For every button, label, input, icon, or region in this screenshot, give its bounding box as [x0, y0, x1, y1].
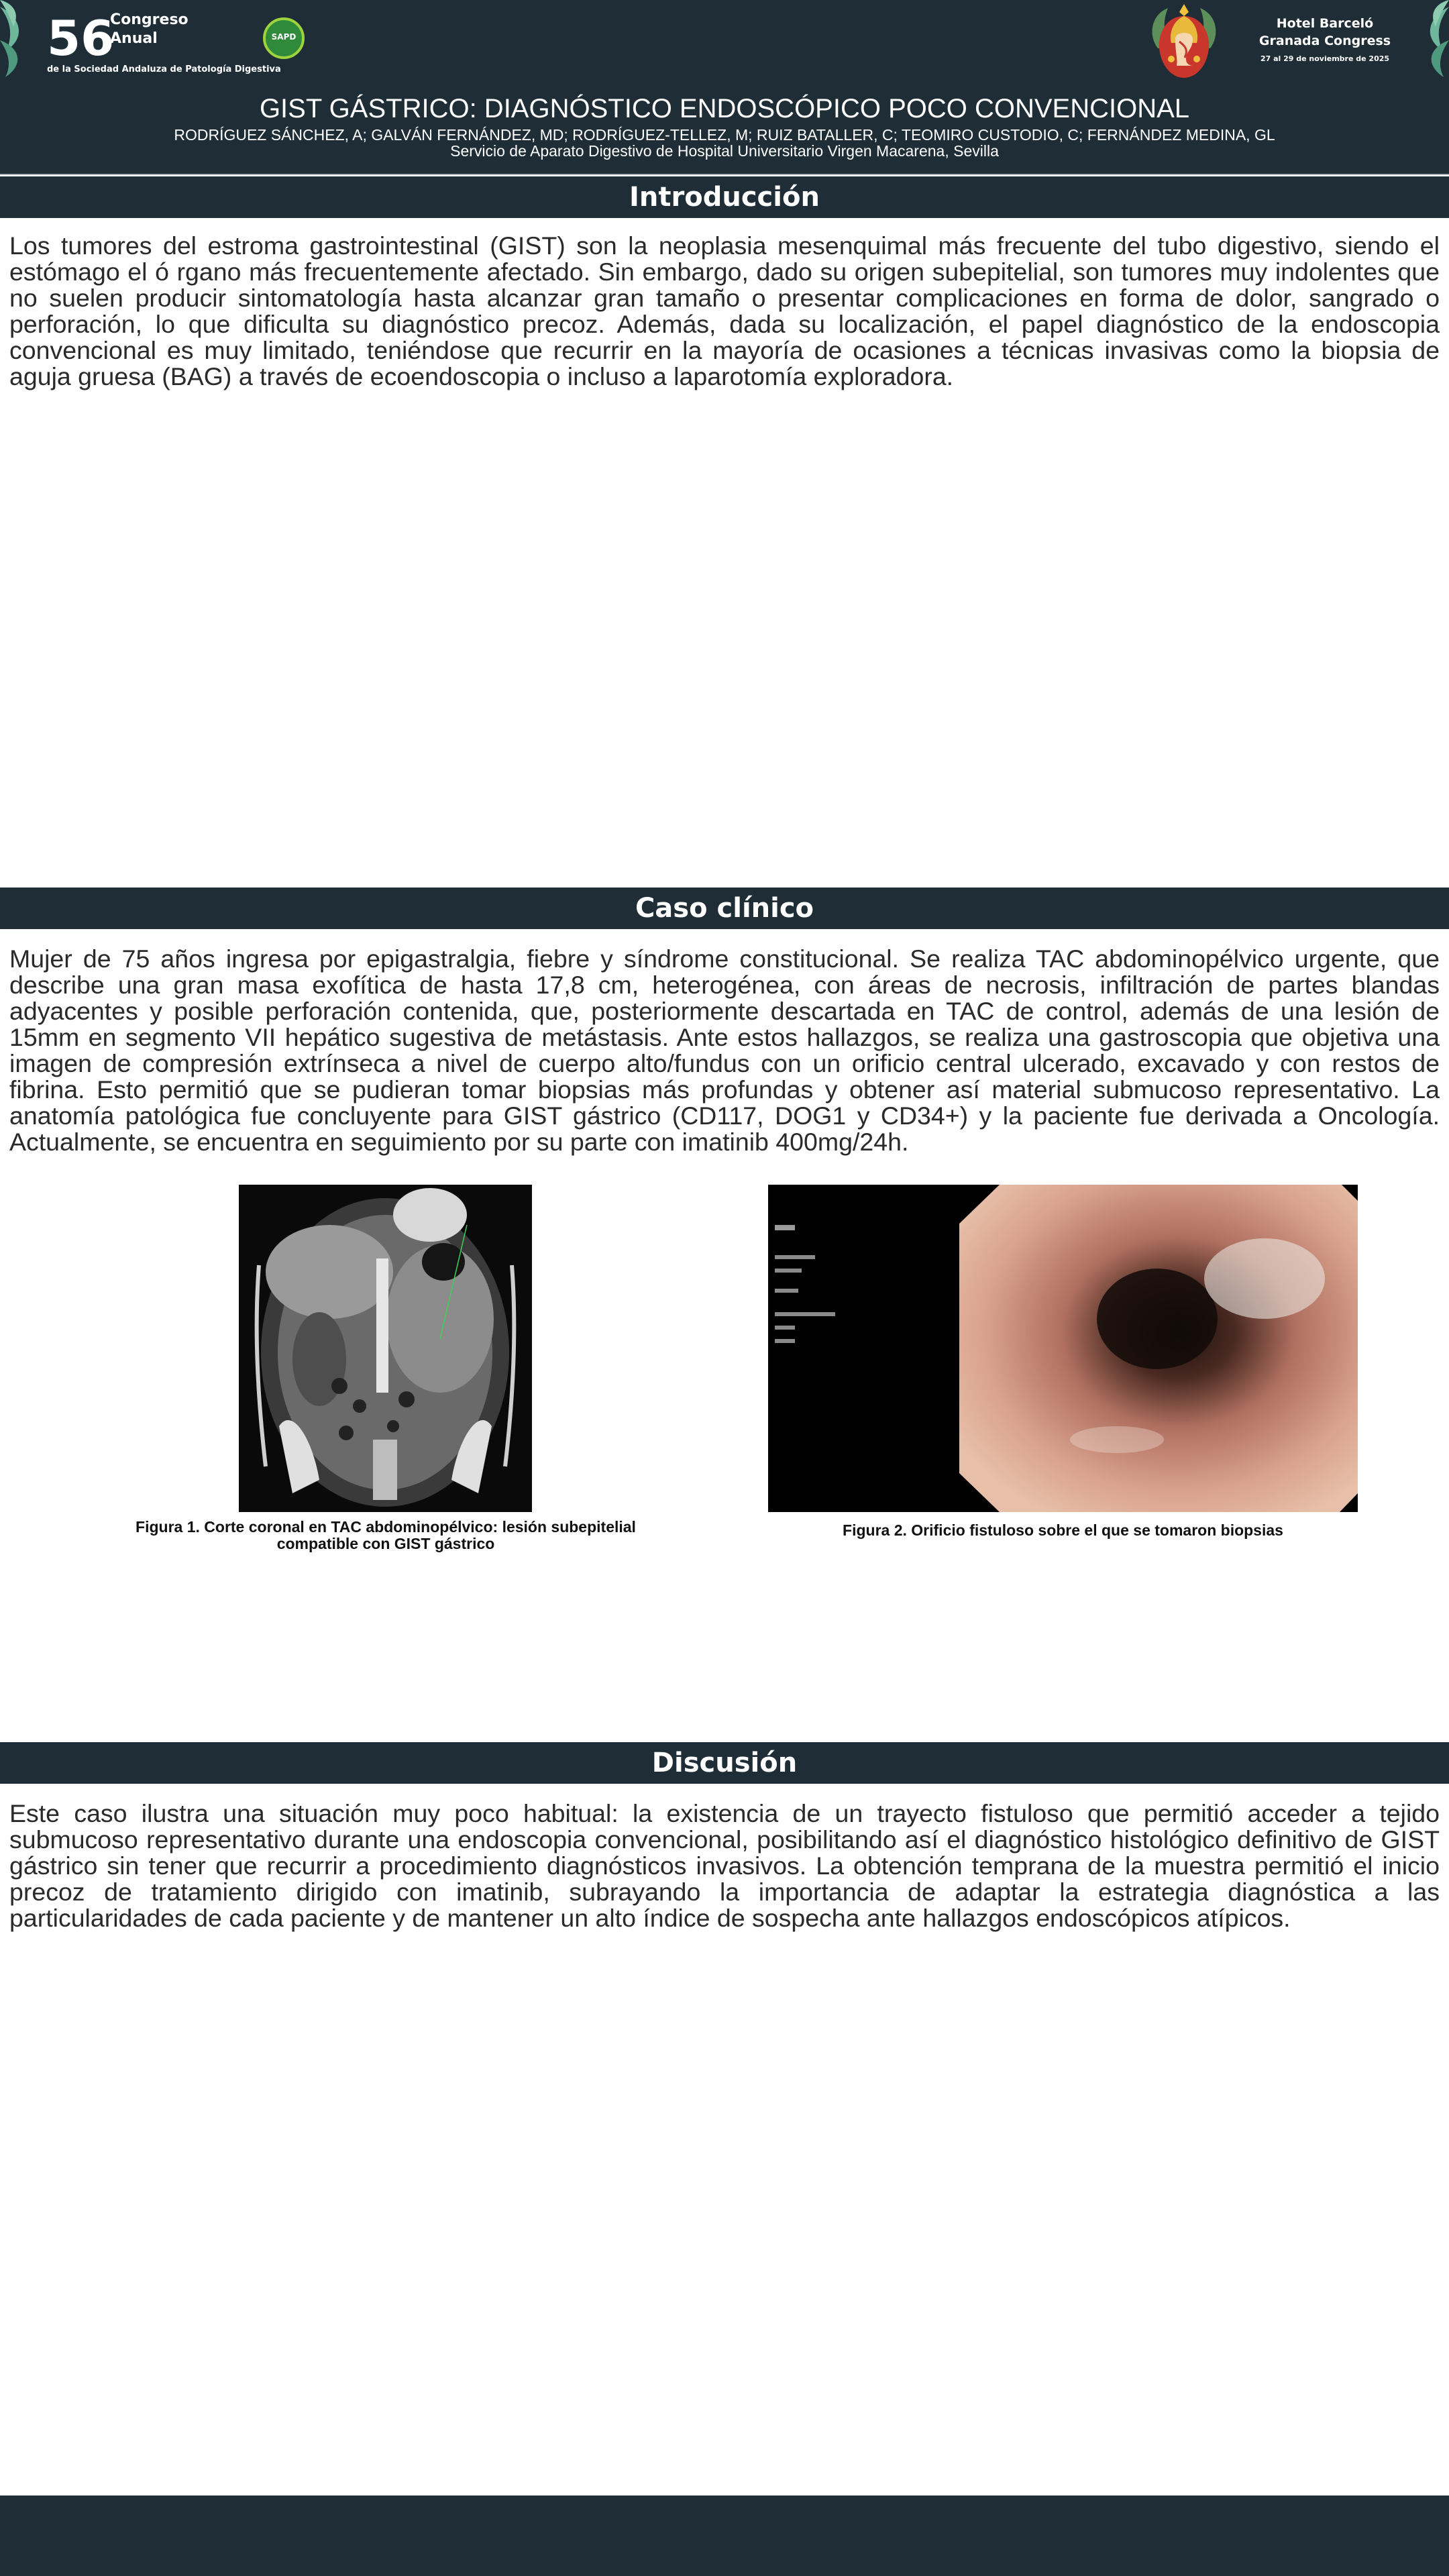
poster-authors: RODRÍGUEZ SÁNCHEZ, A; GALVÁN FERNÁNDEZ, MD; RODRÍGUEZ-TELLEZ, M; RUIZ BATALLER, C; TEOMIRO CUSTODIO, C; FERNÁNDEZ MEDINA, GL	[174, 126, 1275, 144]
venue-hotel: Hotel Barceló	[1276, 16, 1374, 31]
right-leaf-ornament	[1409, 0, 1449, 80]
case-text: Mujer de 75 años ingresa por epigastralgia, fiebre y síndrome constitucional. Se realiza TAC abdominopélvico urgente, que describe una gran masa exofítica de hasta 17,8 cm, heterogénea, con áreas de necrosis, infiltración de partes blandas adyacentes y posible perforación contenida, que, posteriormente descartada en TAC de control, además de una lesión de 15mm en segmento VII hepático sugestiva de metástasis. Ante estos hallazgos, se realiza una gastroscopia que objetiva una imagen de compresión extrínseca a nivel de cuerpo alto/fundus con un orificio central ulcerado, excavado y con restos de fibrina. Esto permitió que se pudieran tomar biopsias más profundas y obtener así material submucoso representativo. La anatomía patológica fue concluyente para GIST gástrico (CD117, DOG1 y CD34+) y la paciente fue derivada a Oncología. Actualmente, se encuentra en seguimiento por su parte con imatinib 400mg/24h.	[9, 945, 1440, 1156]
congress-brand	[47, 8, 302, 72]
figure1-caption: Figura 1. Corte coronal en TAC abdominopélvico: lesión subepitelial compatible con GIST gástrico	[136, 1518, 636, 1552]
poster-title: GIST GÁSTRICO: DIAGNÓSTICO ENDOSCÓPICO POCO CONVENCIONAL	[259, 94, 1190, 123]
intro-text: Los tumores del estroma gastrointestinal (GIST) son la neoplasia mesenquimal más frecuente del tubo digestivo, siendo el estómago el ó rgano más frecuentemente afectado. Sin embargo, dado su origen subepitelial, son tumores muy indolentes que no suelen producir sintomatología hasta alcanzar gran tamaño o presentar complicaciones en forma de dolor, sangrado o perforación, lo que dificulta su diagnóstico precoz. Además, dada su localización, el papel diagnóstico de la endoscopia convencional es muy limitado, teniéndose que recurrir en la mayoría de ocasiones a técnicas invasivas como la biopsia de aguja gruesa (BAG) a través de ecoendoscopia o incluso a laparotomía exploradora.	[9, 231, 1440, 390]
sapd-logo	[263, 17, 305, 59]
sapd-logo-text: SAPD	[271, 32, 297, 42]
ct-scan-drawing	[239, 1185, 532, 1512]
venue-dates: 27 al 29 de noviembre de 2025	[1260, 54, 1390, 63]
endoscopy-image	[768, 1185, 1358, 1512]
congress-number: 56	[47, 10, 115, 66]
figure2-caption: Figura 2. Orificio fistuloso sobre el que se tomaron biopsias	[843, 1521, 1283, 1539]
header-divider	[0, 173, 1449, 174]
granada-emblem-icon	[1144, 1, 1224, 80]
ct-scan-image	[239, 1185, 532, 1512]
poster-header	[0, 0, 1449, 173]
discussion-text: Este caso ilustra una situación muy poco habitual: la existencia de un trayecto fistuloso que permitió acceder a tejido submucoso representativo durante una endoscopia convencional, posibilitando así el diagnóstico histológico definitivo de GIST gástrico sin tener que recurrir a procedimiento diagnósticos invasivos. La obtención temprana de la muestra permitió el inicio precoz de tratamiento dirigido con imatinib, subrayando la importancia de adaptar la estrategia diagnóstica a las particularidades de cada paciente y de mantener un alto índice de sospecha ante hallazgos endoscópicos atípicos.	[9, 1799, 1440, 1932]
venue-name: Granada Congress	[1258, 34, 1391, 48]
case-heading: Caso clínico	[0, 888, 1449, 929]
intro-heading: Introducción	[0, 176, 1449, 218]
endoscopy-drawing	[768, 1185, 1358, 1512]
left-leaf-ornament	[0, 0, 40, 80]
poster-institution: Servicio de Aparato Digestivo de Hospital Universitario Virgen Macarena, Sevilla	[450, 142, 999, 160]
congress-word: Congreso	[110, 11, 189, 28]
discussion-heading: Discusión	[0, 1742, 1449, 1784]
annual-word: Anual	[110, 30, 158, 47]
poster-footer	[0, 2496, 1449, 2576]
society-subtitle: de la Sociedad Andaluza de Patología Digestiva	[47, 64, 281, 74]
venue-block	[1241, 15, 1409, 67]
